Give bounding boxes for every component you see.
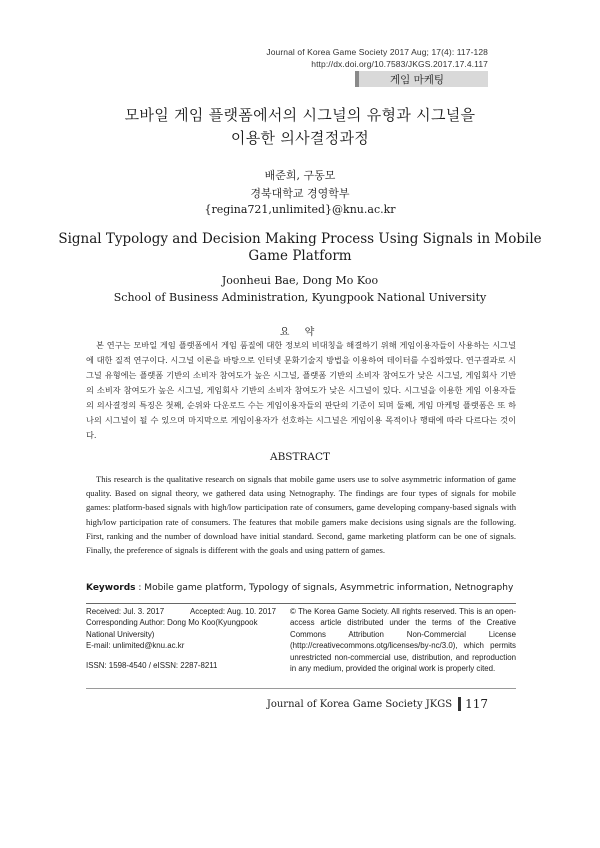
title-english-line2: Game Platform — [248, 248, 352, 264]
footnote-divider — [86, 603, 516, 604]
category-marker — [355, 71, 359, 87]
page-footer — [267, 697, 488, 711]
abstract-english-text: This research is the qualitative research on signals that mobile game users use to solve asymmetric information of game quality. Based on signal theory, we gathered data using Netnography. The findings are four types of signals for mobile games: platform-based signals with high/low participation rate of consumers, game developing company-based signals with high/low participation rate of consumers. The features that mobile gamers make decisions using signals are the following. First, ranking and the number of download have initial standard. Second, game marketing platform can be one of signals. Finally, the preference of signals is different with the goals and using pattern of games. — [86, 474, 516, 556]
title-korean-line2: 이용한 의사결정과정 — [230, 129, 370, 147]
author-email[interactable]: {regina721,unlimited}@knu.ac.kr — [204, 203, 396, 216]
keywords-text: : Mobile game platform, Typology of signals, Asymmetric information, Netnography — [138, 583, 514, 593]
footer-separator — [458, 697, 461, 711]
corresponding-author: Corresponding Author: Dong Mo Koo(Kyungpook National University) — [86, 618, 258, 639]
affiliation-korean: 경북대학교 경영학부 — [250, 187, 350, 200]
corresponding-email[interactable]: E-mail: unlimited@knu.ac.kr — [86, 641, 185, 651]
issn: ISSN: 1598-4540 / eISSN: 2287-8211 — [86, 660, 218, 670]
authors-english: Joonheui Bae, Dong Mo Koo — [221, 274, 379, 287]
footer-journal-name: Journal of Korea Game Society JKGS — [266, 698, 453, 710]
accepted-date: Accepted: Aug. 10. 2017 — [190, 607, 276, 616]
footnote-left — [86, 606, 276, 671]
received-date: Received: Jul. 3. 2017 — [86, 607, 165, 616]
category-label: 게임 마케팅 — [390, 74, 445, 86]
title-korean-line1: 모바일 게임 플랫폼에서의 시그널의 유형과 시그널을 — [124, 106, 476, 124]
authors-korean: 배준희, 구동모 — [264, 169, 336, 182]
abstract-korean-text: 본 연구는 모바일 게임 플랫폼에서 게임 품질에 대한 정보의 비대칭을 해결하기 위해 게임이용자들이 사용하는 시그널에 대한 질적 연구이다. 시그널 이론을 바탕으로 인터넷 문화기술지 방법을 이용하여 데이터를 수집하였다. 연구결과로 시그널 유형에는 플랫폼 기반의 소비자 참여도가 높은 시그널, 플랫폼 기반의 소비자 참여도가 낮은 시그널, 게임회사 기반의 소비자 참여도가 높은 시그널, 게임회사 기반의 소비자 참여도가 낮은 시그널이 있다. 시그널을 이용한 게임 이용자들의 의사결정의 특징은 첫째, 순위와 다운로드 수는 게임이용자들의 판단의 기준이 되며 둘째, 게임 마케팅 플랫폼은 또 하나의 시그널이 될 수 있으며 마지막으로 게임이용자가 선호하는 시그널은 게임이용 목적이나 행태에 따라 다르다는 것이다. — [86, 340, 516, 440]
abstract-english-heading: ABSTRACT — [269, 451, 331, 463]
doi-link[interactable]: http://dx.doi.org/10.7583/JKGS.2017.17.4.117 — [311, 59, 488, 69]
license-notice: © The Korea Game Society. All rights reserved. This is an open-access article distributed under the terms of the Creative Commons Attribution Non-Commercial License (http://creativecommons.otg/licenses/by-nc/3.0), which permits unrestricted non-commercial use, distribution, and reproduction in any medium, provided the original work is properly cited. — [290, 607, 516, 674]
page-footer-divider — [86, 688, 516, 689]
journal-citation: Journal of Korea Game Society 2017 Aug; 17(4): 117-128 — [266, 47, 488, 57]
keywords-label: Keywords — [86, 583, 136, 593]
keywords — [86, 582, 516, 594]
page-number: 117 — [465, 697, 488, 711]
title-english-line1: Signal Typology and Decision Making Process Using Signals in Mobile — [58, 231, 542, 247]
affiliation-english: School of Business Administration, Kyungpook National University — [113, 291, 487, 304]
abstract-korean-heading: 요 약 — [279, 327, 321, 338]
